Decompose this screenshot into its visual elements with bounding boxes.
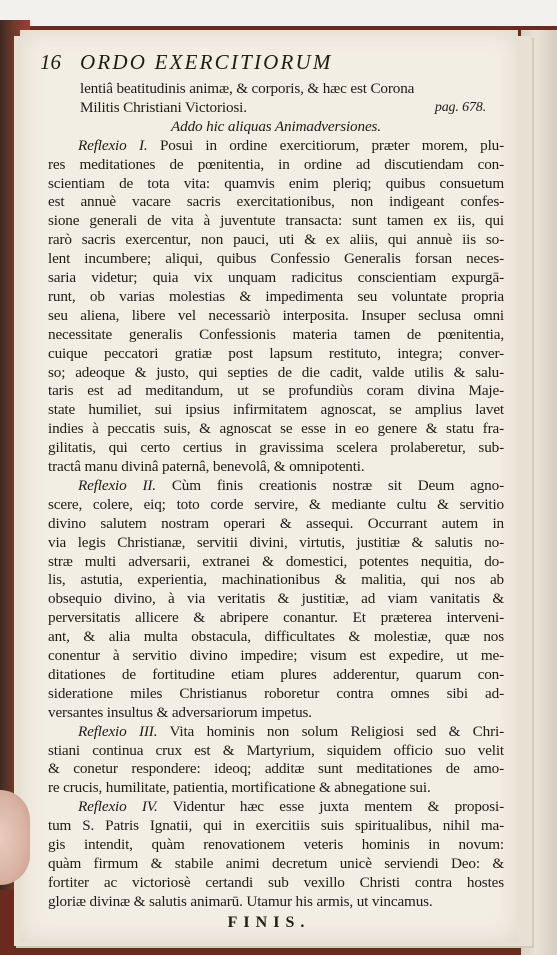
text-line: gloriæ divinæ & salutis animarū. Utamur his armis, ut vincamus. [48, 892, 433, 910]
text-line: ant, & alia multa obstacula, difficultates & molestiæ, quæ nos [48, 628, 504, 646]
text-line: indies à peccatis suis, & agnoscat se esse in eo genere & statu fra- [48, 420, 504, 438]
text-line: taris est ad meditandum, ut se profundiùs coram divina Maje- [48, 382, 504, 400]
section-subtitle: Addo hic aliquas Animadversiones. [171, 117, 381, 135]
text-line: obsequio divino, à via veritatis & justitiæ, ad viam vanitatis & [48, 590, 504, 608]
page-reference: pag. 678. [434, 99, 486, 115]
text-line: re crucis, humilitate, patientia, mortificatione & abnegatione sui. [48, 779, 431, 797]
text-line: ditationes de fortitudine etiam plures adderentur, quarum con- [48, 665, 504, 683]
reflexio-3-label: Reflexio III. [78, 722, 158, 740]
text-line: lent incumbere; aliqui, quibus Confessio Generalis forsan neces- [48, 250, 504, 268]
text-line: lis, astutia, experientia, machinationibus & malitia, qui nos ab [48, 571, 504, 589]
intro-line [80, 99, 500, 118]
text-line: necessitate generalis Confessionis materia tamen de pœnitentia, [48, 325, 504, 343]
text-line: so; adeoque & justo, qui septies de die cadit, valde utilis & salu- [48, 363, 504, 381]
text-line: divino salutem nostram operari & assequi. Occurrant autem in [48, 514, 504, 532]
text-line: & conetur respondere: ideoq; additæ sunt meditationes de amo- [48, 760, 504, 778]
reflexio-4-label: Reflexio IV. [78, 798, 158, 816]
text-line: perversitatis allicere & abripere conantur. Et præterea interveni- [48, 609, 504, 627]
text-line: via legis Christianæ, servitii divini, virtutis, justitiæ & salutis no- [48, 533, 504, 551]
intro-line-text: Militis Christiani Victoriosi. [80, 98, 247, 116]
text-line: fortiter ac victoriosè certandi sub vexillo Christi contra hostes [48, 873, 504, 891]
reflexio-4-first-line: Reflexio IV. Videntur hæc esse juxta mentem & proposi- [78, 798, 504, 816]
page-header [40, 50, 500, 78]
text-line: gis intendit, quàm renovationem veteris hominis in novum: [48, 836, 504, 853]
text-line: conentur à servitio divino impedire; visum est expedire, ut me- [48, 647, 504, 664]
text-line: tractâ manu divinâ paternâ, benevolâ, & omnipotenti. [48, 458, 365, 475]
reflexio-1-first-line: Reflexio I. Posui in ordine exercitiorum, præter morem, plu- [78, 136, 504, 154]
page-number: 16 [40, 50, 61, 74]
reflexio-3-first-line: Reflexio III. Vita hominis non solum Religiosi sed & Chri- [78, 722, 504, 740]
text-line: res meditationes de pœnitentia, in ordine ad discutiendam con- [48, 155, 504, 173]
text-line: tum S. Patris Ignatii, qui in exercitiis suis spiritualibus, nihil ma- [48, 817, 504, 835]
text-line: scientiam de tota vita: quamvis enim pleriq; quibus consuetum [48, 174, 504, 192]
text-line: gilitatis, qui certo certius in gravissima scelera prolaberetur, sub- [48, 439, 504, 457]
text-line: versantes insultus & adversariorum impetus. [48, 703, 312, 721]
text-line: sideratione miles Christianus roboretur contra omnes sibi ad- [48, 684, 504, 702]
text-line: stiani continua crux est & Martyrium, siquidem officio suo velit [48, 741, 504, 759]
text-line: rarò sacris exercentur, non pauci, uti & ex aliis, qui annuè iis so- [48, 231, 504, 249]
text-line: scere, colere, eiq; toto corde servire, & mediante cultu & servitio [48, 495, 504, 513]
text-line: cuique peccatori gratiæ post lapsum restituto, integra; conver- [48, 344, 504, 362]
text-line: runt, ob varias molestias & impedimenta seu voluntate propria [48, 287, 504, 305]
text-line: seu aliena, libere vel necessariò interposita. Insuper seclusa omni [48, 306, 504, 324]
intro-line: lentiâ beatitudinis animæ, & corporis, & hæc est Corona [80, 80, 415, 97]
finis-mark: FINIS. [227, 913, 311, 931]
running-head: ORDO EXERCITIORUM [80, 50, 333, 74]
reflexio-2-first-line: Reflexio II. Cùm finis creationis nostræ sit Deum agno- [78, 476, 504, 494]
book-page [20, 30, 518, 942]
reflexio-2-label: Reflexio II. [78, 476, 156, 494]
text-line: est annuè vacare sacris exercitationibus, non indigeant confes- [48, 193, 504, 211]
text-line: quàm firmum & stabile animi decretum unicè serviendi Deo: & [48, 854, 504, 872]
text-line: state humiliet, sui ipsius infirmitatem agnoscat, se amplius lavet [48, 401, 504, 419]
thumb [0, 790, 30, 885]
reflexio-1-label: Reflexio I. [78, 136, 148, 154]
text-line: stræ multi adversarii, extranei & domestici, potentes nequitia, do- [48, 552, 504, 570]
text-line: sione generali de vita à juventute transacta: sunt tamen ex iis, qui [48, 212, 504, 230]
text-line: saria videtur; quia vix unquam radicitus conscientiam expurgā- [48, 269, 504, 286]
